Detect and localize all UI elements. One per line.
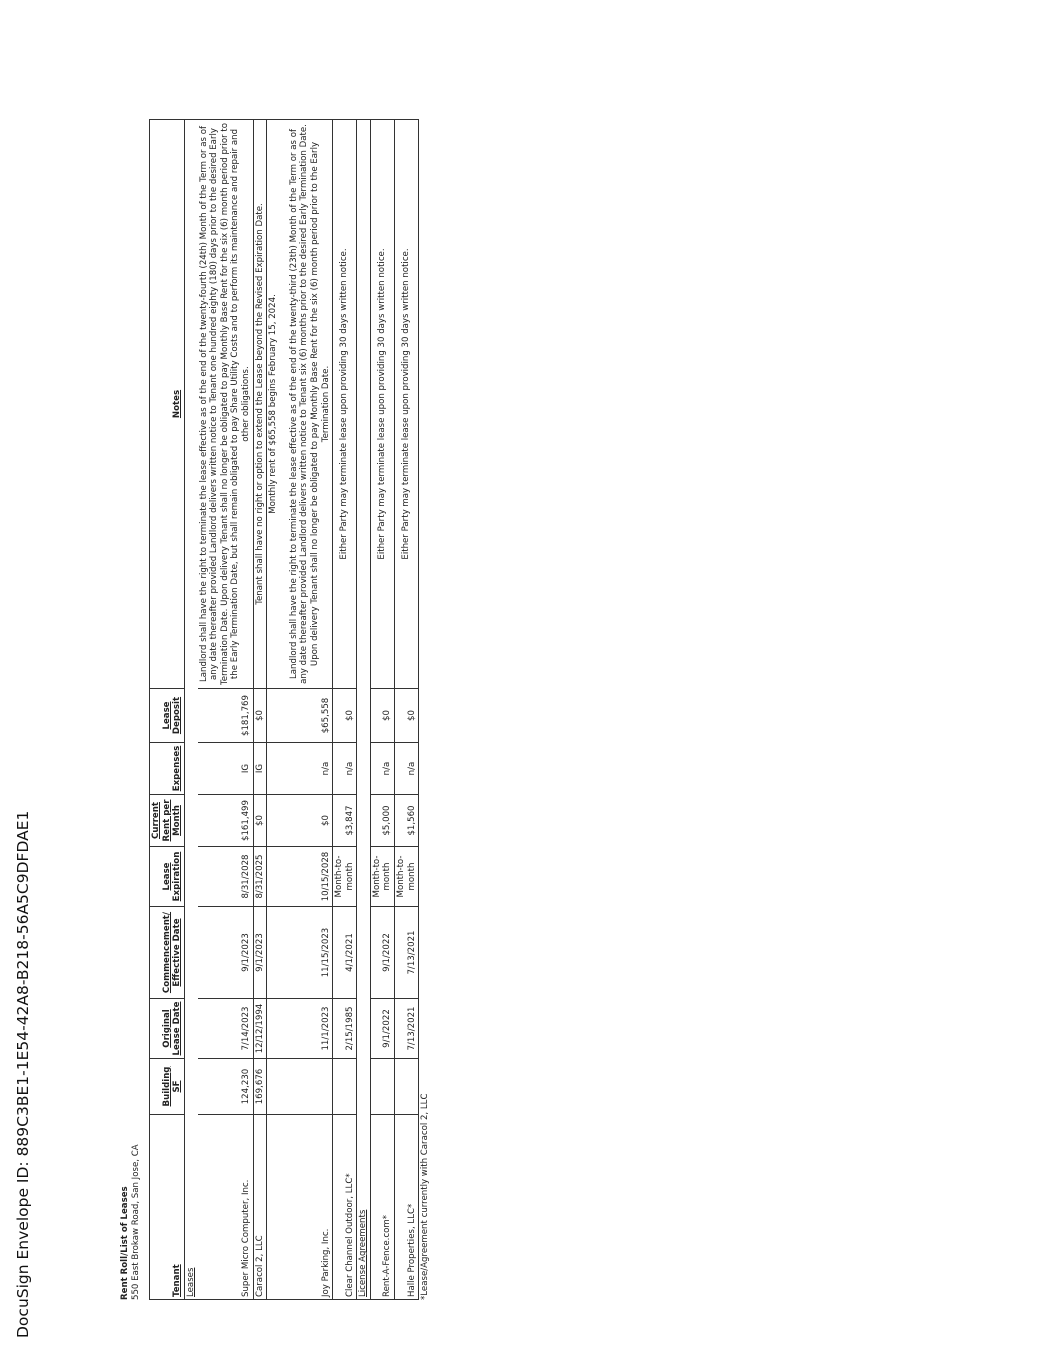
cell-original-lease-date: 12/12/1994 [253, 999, 267, 1059]
table-row [370, 120, 394, 1300]
cell-building-sf: 124,230 [198, 1059, 253, 1115]
col-building-sf: Building SF [150, 1059, 185, 1115]
col-current-rent: Current Rent per Month [150, 795, 185, 847]
cell-tenant: Super Micro Computer, Inc. [198, 1115, 253, 1300]
section-label: Leases [184, 120, 197, 1300]
col-lease-expiration: Lease Expiration [150, 847, 185, 907]
cell-lease-deposit: $0 [333, 689, 357, 743]
cell-commencement: 9/1/2023 [253, 907, 267, 999]
cell-expenses: n/a [395, 743, 419, 795]
cell-current-rent: $1,560 [395, 795, 419, 847]
cell-original-lease-date: 2/15/1985 [333, 999, 357, 1059]
cell-building-sf [333, 1059, 357, 1115]
footnote: *Lease/Agreement currently with Caracol 2, LLC [420, 1093, 431, 1300]
cell-lease-expiration: Month-to-month [333, 847, 357, 907]
cell-expenses: IG [253, 743, 267, 795]
cell-original-lease-date: 7/13/2021 [395, 999, 419, 1059]
cell-current-rent: $0 [267, 795, 333, 847]
cell-notes: Landlord shall have the right to terminate the lease effective as of the end of the twenty-fourth (24th) Month of the Term or as of any date thereafter provided Landlord delivers written notice to Tenant one hundred eighty (180) days prior to the desired Early Termination Date. Upon delivery Tenant shall no longer be obligated to pay Monthly Base Rent for the six (6) month period prior to the Early Termination Date, but shall remain obligated to pay Share Utility Costs and to perform its maintenance and repair and other obligations. [198, 120, 253, 689]
cell-notes: Either Party may terminate lease upon providing 30 days written notice. [333, 120, 357, 689]
section-label: License Agreements [357, 120, 371, 1300]
cell-current-rent: $3,847 [333, 795, 357, 847]
cell-commencement: 4/1/2021 [333, 907, 357, 999]
cell-tenant: Clear Channel Outdoor, LLC* [333, 1115, 357, 1300]
cell-building-sf: 169,676 [253, 1059, 267, 1115]
cell-lease-deposit: $0 [370, 689, 394, 743]
col-original-lease-date: Original Lease Date [150, 999, 185, 1059]
cell-current-rent: $161,499 [198, 795, 253, 847]
col-lease-deposit: Lease Deposit [150, 689, 185, 743]
cell-lease-expiration: 10/15/2028 [267, 847, 333, 907]
col-commencement: Commencement/ Effective Date [150, 907, 185, 999]
cell-building-sf [267, 1059, 333, 1115]
cell-commencement: 11/15/2023 [267, 907, 333, 999]
notes-termination: Landlord shall have the right to terminate the lease effective as of the end of the twenty-third (23th) Month of the Term or as of any date thereafter provided Landlord delivers written notice to Tenant six (6) months prior to the desired Early Termination Date. Upon delivery Tenant shall no longer be obligated to pay Monthly Base Rent for the six (6) month period prior to the Early Termination Date. [288, 124, 331, 684]
col-tenant: Tenant [150, 1115, 185, 1300]
cell-commencement: 9/1/2023 [198, 907, 253, 999]
cell-lease-expiration: Month-to-month [370, 847, 394, 907]
cell-notes: Tenant shall have no right or option to extend the Lease beyond the Revised Expiration Date. [253, 120, 267, 689]
cell-building-sf [370, 1059, 394, 1115]
cell-tenant: Halle Properties, LLC* [395, 1115, 419, 1300]
rent-roll-table [149, 119, 419, 1300]
cell-lease-deposit: $0 [395, 689, 419, 743]
cell-commencement: 7/13/2021 [395, 907, 419, 999]
table-header-row [150, 120, 185, 1300]
cell-expenses: IG [198, 743, 253, 795]
cell-notes [267, 120, 333, 689]
cell-current-rent: $0 [253, 795, 267, 847]
cell-lease-deposit: $65,558 [267, 689, 333, 743]
cell-commencement: 9/1/2022 [370, 907, 394, 999]
rent-roll-document [120, 120, 495, 1300]
cell-tenant: Joy Parking, Inc. [267, 1115, 333, 1300]
notes-rent-start: Monthly rent of $65,558 begins February 15, 2024. [268, 294, 279, 514]
cell-lease-deposit: $0 [253, 689, 267, 743]
cell-expenses: n/a [333, 743, 357, 795]
cell-original-lease-date: 11/1/2023 [267, 999, 333, 1059]
cell-lease-expiration: 8/31/2025 [253, 847, 267, 907]
cell-lease-expiration: Month-to-month [395, 847, 419, 907]
envelope-id: DocuSign Envelope ID: 889C3BE1-1E54-42A8-B218-56A5C9DFDAE1 [14, 810, 32, 1338]
cell-notes: Either Party may terminate lease upon providing 30 days written notice. [395, 120, 419, 689]
table-row [253, 120, 267, 1300]
cell-expenses: n/a [267, 743, 333, 795]
cell-tenant: Caracol 2, LLC [253, 1115, 267, 1300]
table-row [267, 120, 333, 1300]
section-license-agreements [357, 120, 371, 1300]
cell-lease-expiration: 8/31/2028 [198, 847, 253, 907]
cell-original-lease-date: 7/14/2023 [198, 999, 253, 1059]
cell-building-sf [395, 1059, 419, 1115]
section-leases [184, 120, 197, 1300]
property-address: 550 East Brokaw Road, San Jose, CA [130, 1144, 141, 1300]
cell-expenses: n/a [370, 743, 394, 795]
table-row [395, 120, 419, 1300]
document-title: Rent Roll/List of Leases [120, 1186, 130, 1300]
cell-current-rent: $5,000 [370, 795, 394, 847]
cell-tenant: Rent-A-Fence.com* [370, 1115, 394, 1300]
cell-original-lease-date: 9/1/2022 [370, 999, 394, 1059]
col-expenses: Expenses [150, 743, 185, 795]
col-notes: Notes [150, 120, 185, 689]
table-row [198, 120, 253, 1300]
cell-lease-deposit: $181,769 [198, 689, 253, 743]
cell-notes: Either Party may terminate lease upon providing 30 days written notice. [370, 120, 394, 689]
table-row [333, 120, 357, 1300]
